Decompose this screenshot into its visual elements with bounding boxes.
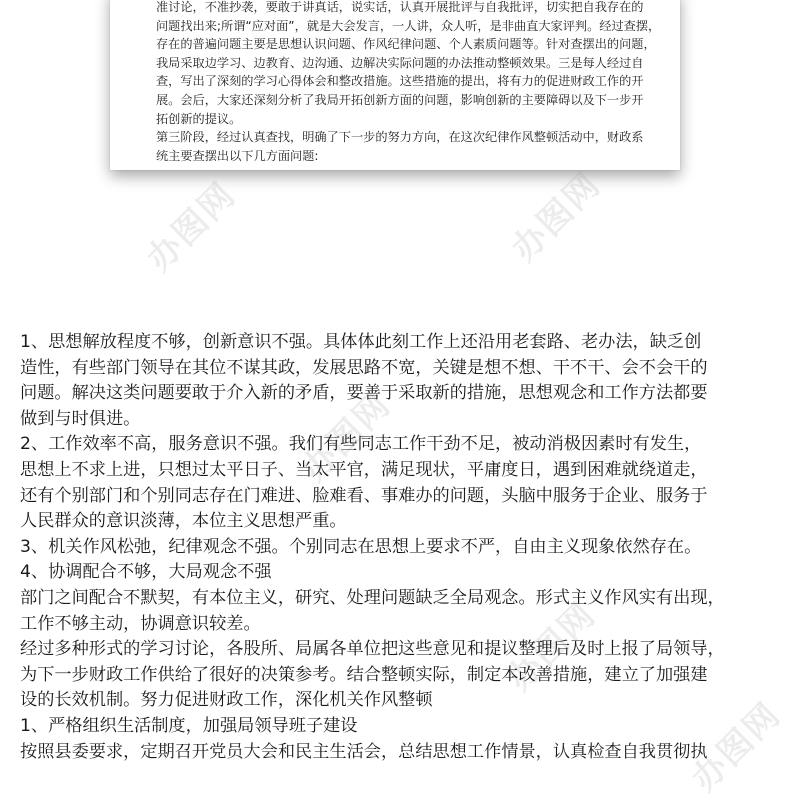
watermark: 办图网 (139, 174, 244, 280)
text-line: 造性，有些部门领导在其位不谋其政，发展思路不宽，关键是想不想、干不干、会不会干的 (20, 357, 708, 378)
text-line: 思想上不求上进，只想过太平日子、当太平官，满足现状，平庸度日，遇到困难就绕道走， (20, 459, 708, 480)
text-line: 4、协调配合不够，大局观念不强 (20, 562, 272, 583)
text-line: 还有个别部门和个别同志存在门难进、脸难看、事难办的问题，头脑中服务于企业、服务于 (20, 485, 708, 506)
text-line: 按照县委要求，定期召开党员大会和民主生活会，总结思想工作情景，认真检查自我贯彻执 (20, 741, 708, 762)
text-line: 3、机关作风松弛，纪律观念不强。个别同志在思想上要求不严，自由主义现象依然存在。 (20, 536, 702, 557)
text-line: 经过多种形式的学习讨论，各股所、局属各单位把这些意见和提议整理后及时上报了局领导， (20, 639, 725, 660)
main-text-block (20, 330, 790, 765)
watermark: 办图网 (294, 384, 399, 490)
text-line: 人民群众的意识淡薄，本位主义思想严重。 (20, 511, 347, 532)
text-line: 设的长效机制。努力促进财政工作，深化机关作风整顿 (20, 690, 433, 711)
card-line: 问题找出来;所谓“应对面”，就是大会发言，一人讲，众人听，是非曲直大家评判。经过查摆， (156, 18, 661, 33)
card-line: 展。会后，大家还深刻分析了我局开拓创新方面的问题，影响创新的主要障碍以及下一步开 (156, 92, 644, 107)
document-page-preview (110, 0, 680, 170)
watermark: 办图网 (684, 694, 789, 800)
card-line: 第三阶段，经过认真查找，明确了下一步的努力方向，在这次纪律作风整顿活动中，财政系 (156, 130, 644, 145)
card-line: 准讨论，不准抄袭，要敢于讲真话，说实话，认真开展批评与自我批评，切实把自我存在的 (156, 0, 644, 14)
card-line: 拓创新的提议。 (156, 111, 242, 126)
text-line: 2、工作效率不高，服务意识不强。我们有些同志工作干劲不足，被动消极因素时有发生， (20, 434, 702, 455)
card-line: 我局采取边学习、边教育、边沟通、边解决实际问题的办法推动整顿效果。三是每人经过自 (156, 55, 644, 70)
watermark: 办图网 (504, 164, 609, 270)
text-line: 问题。解决这类问题要敢于介入新的矛盾，要善于采取新的措施，思想观念和工作方法都要 (20, 383, 708, 404)
card-line: 查，写出了深刻的学习心得体会和整改措施。这些措施的提出，将有力的促进财政工作的开 (156, 74, 644, 89)
watermark: 办图网 (499, 594, 604, 700)
text-line: 1、思想解放程度不够，创新意识不强。具体体此刻工作上还沿用老套路、老办法，缺乏创 (20, 332, 702, 352)
text-line: 为下一步财政工作供给了很好的决策参考。结合整顿实际，制定本改善措施，建立了加强建 (20, 664, 708, 685)
text-line: 部门之间配合不默契，有本位主义，研究、处理问题缺乏全局观念。形式主义作风实有出现， (20, 587, 725, 608)
text-line: 1、严格组织生活制度，加强局领导班子建设 (20, 715, 358, 736)
text-line: 做到与时俱进。 (20, 408, 141, 429)
card-text-block (156, 0, 666, 165)
card-line: 存在的普遍问题主要是思想认识问题、作风纪律问题、个人素质问题等。针对查摆出的问题， (156, 37, 656, 52)
card-line: 统主要查摆出以下几方面问题: (156, 148, 319, 163)
text-line: 工作不够主动，协调意识较差。 (20, 613, 261, 634)
